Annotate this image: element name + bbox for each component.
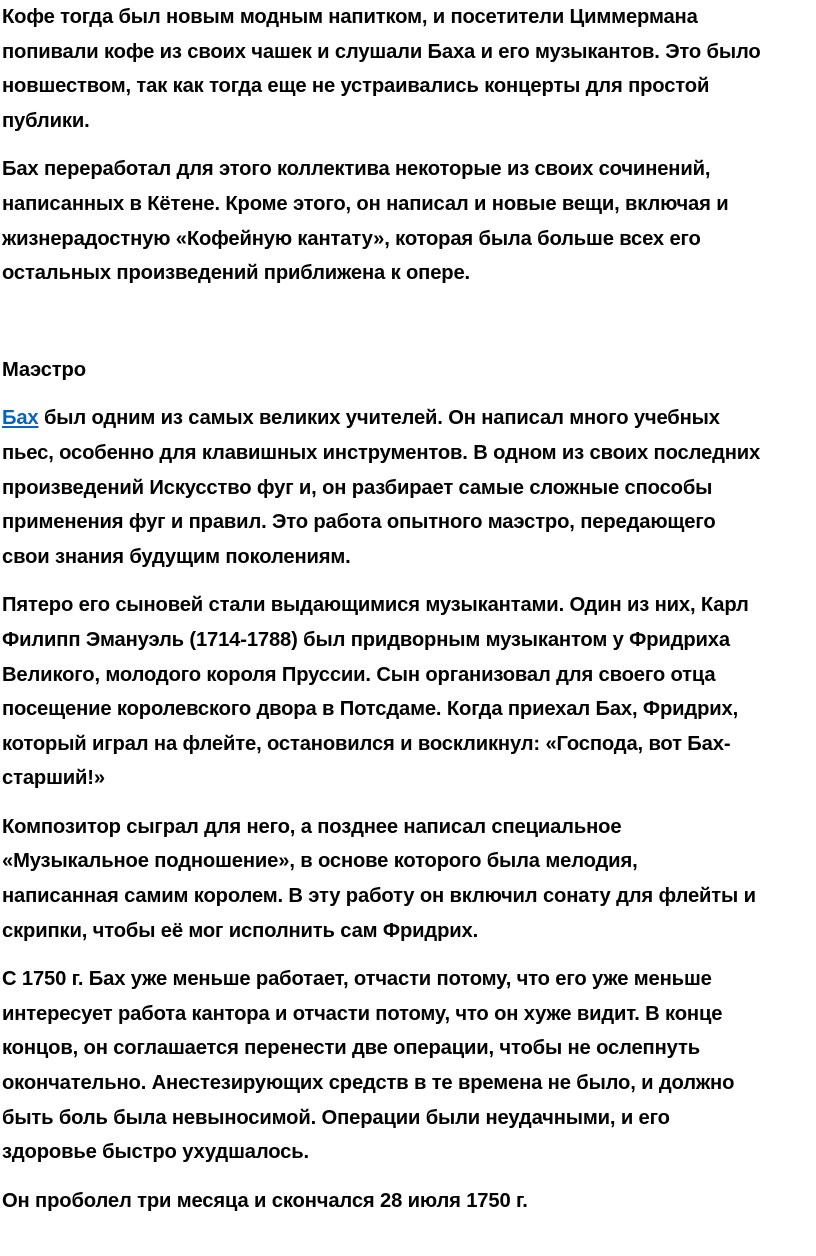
paragraph-death — [2, 1184, 816, 1219]
text-line: Кофе тогда был новым модным напитком, и посетители Циммермана — [2, 6, 698, 28]
text-line: Филипп Эмануэль (1714-1788) был придворным музыкантом у Фридриха — [2, 628, 730, 651]
text-line: Пятеро его сыновей стали выдающимися музыкантами. Один из них, Карл — [2, 594, 749, 617]
paragraph-spacer — [2, 796, 816, 810]
text-line: посещение королевского двора в Потсдаме. Когда приехал Бах, Фридрих, — [2, 698, 739, 721]
text-line: С 1750 г. Бах уже меньше работает, отчасти потому, что его уже меньше — [2, 968, 712, 991]
text-line: свои знания будущим поколениям. — [2, 545, 351, 568]
text-line: новшеством, так как тогда еще не устраивались концерты для простой — [2, 75, 710, 98]
paragraph-sons — [2, 588, 816, 796]
paragraph-coffee-cantata — [2, 152, 816, 290]
section-spacer — [2, 291, 816, 353]
text-line: попивали кофе из своих чашек и слушали Баха и его музыкантов. Это было — [2, 40, 761, 63]
paragraph-spacer — [2, 1170, 816, 1184]
text-line: Бах переработал для этого коллектива некоторые из своих сочинений, — [2, 158, 711, 181]
paragraph-spacer — [2, 574, 816, 588]
paragraph-spacer — [2, 948, 816, 962]
text-line: концов, он соглашается перенести две операции, чтобы не ослепнуть — [2, 1037, 700, 1060]
paragraph-illness — [2, 962, 816, 1170]
text-line: Он проболел три месяца и скончался 28 июля 1750 г. — [2, 1189, 528, 1212]
text-line: который играл на флейте, остановился и воскликнул: «Господа, вот Бах- — [2, 732, 731, 755]
bach-link[interactable]: Бах — [2, 407, 39, 430]
text-line: здоровье быстро ухудшалось. — [2, 1141, 309, 1164]
text-line: жизнерадостную «Кофейную кантату», которая была больше всех его — [2, 227, 701, 250]
text-line: Великого, молодого короля Пруссии. Сын организовал для своего отца — [2, 663, 716, 686]
section-heading — [2, 353, 816, 388]
paragraph-teacher — [2, 401, 816, 574]
text-line: публики. — [2, 109, 90, 132]
text-line: применения фуг и правил. Это работа опытного маэстро, передающего — [2, 511, 716, 534]
text-line: скрипки, чтобы её мог исполнить сам Фридрих. — [2, 919, 479, 942]
text-line: «Музыкальное подношение», в основе которого была мелодия, — [2, 850, 638, 873]
paragraph-coffee — [2, 0, 816, 138]
text-line: написанных в Кётене. Кроме этого, он написал и новые вещи, включая и — [2, 192, 729, 215]
paragraph-musical-offering — [2, 810, 816, 948]
text-line: пьес, особенно для клавишных инструментов. В одном из своих последних — [2, 441, 761, 464]
text-line: остальных произведений приближена к опере. — [2, 262, 471, 285]
text-line — [2, 401, 816, 436]
text-line: окончательно. Анестезирующих средств в те времена не было, и должно — [2, 1072, 735, 1095]
heading-text: Маэстро — [2, 358, 86, 381]
text-line: произведений Искусство фуг и, он разбирает самые сложные способы — [2, 476, 713, 499]
text-fragment: был одним из самых великих учителей. Он написал много учебных — [38, 407, 720, 430]
paragraph-spacer — [2, 387, 816, 401]
text-line: старший!» — [2, 767, 105, 790]
text-line: Композитор сыграл для него, а позднее написал специальное — [2, 815, 622, 838]
text-line: интересует работа кантора и отчасти потому, что он хуже видит. В конце — [2, 1002, 723, 1025]
text-line: написанная самим королем. В эту работу он включил сонату для флейты и — [2, 885, 756, 908]
text-line: быть боль была невыносимой. Операции были неудачными, и его — [2, 1106, 670, 1129]
paragraph-spacer — [2, 138, 816, 152]
